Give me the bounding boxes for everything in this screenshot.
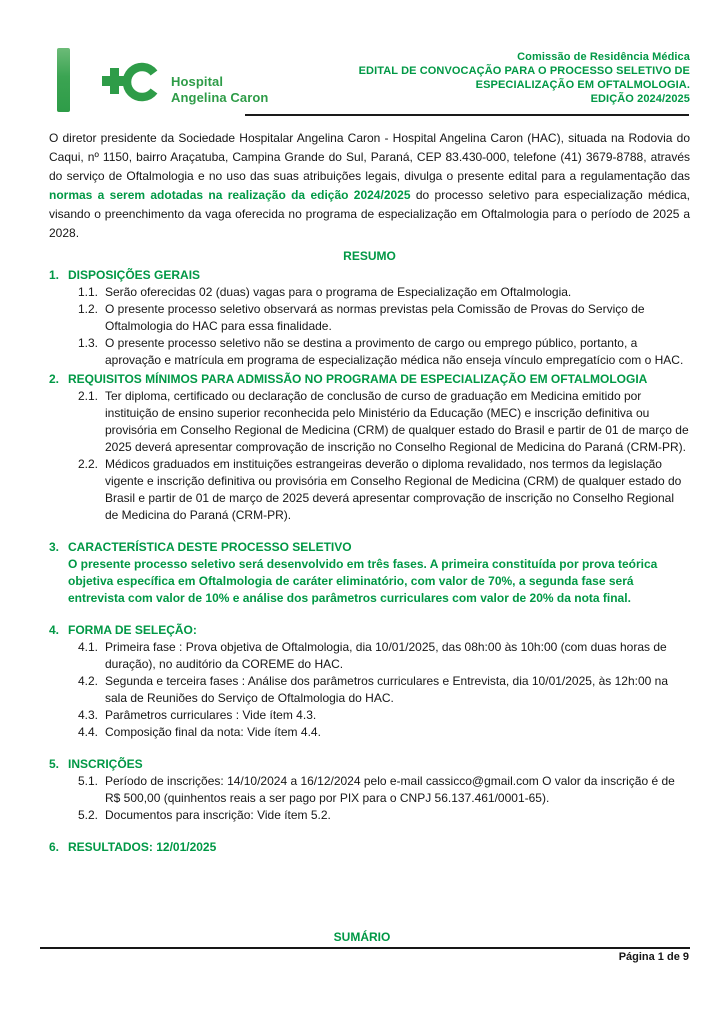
page-number: Página 1 de 9: [618, 951, 689, 963]
page-header: [57, 48, 690, 112]
item-number: 5.1.: [78, 774, 99, 788]
item-number: 5.2.: [78, 808, 99, 822]
section-items: [78, 388, 690, 524]
section-number: 4.: [49, 623, 60, 637]
item-text: Parâmetros curriculares : Vide ítem 4.3.: [105, 708, 317, 722]
item-text: Segunda e terceira fases : Análise dos parâmetros curriculares e Entrevista, dia 10/01/2025, às 12h:00 na sala de Reuniões do Serviço de Oftalmologia do HAC.: [105, 674, 669, 705]
footer-divider: [40, 947, 690, 949]
section-items: [78, 639, 690, 741]
hospital-name-line1: Hospital: [171, 74, 224, 89]
section-number: 5.: [49, 757, 60, 771]
item-number: 4.1.: [78, 640, 99, 654]
item-text: Médicos graduados em instituições estrangeiras deverão o diploma revalidado, nos termos da legislação vigente e inscrição definitiva ou provisória em Conselho Regional de Medicina (CRM) de qualquer estado do Brasil e partir de 01 de março de 2025 deverá apresentar comprovação de inscrição no Conselho Regional de Medicina do Paraná (CRM-PR).: [105, 457, 682, 522]
intro-paragraph: [49, 129, 690, 243]
intro-text-2: do processo seletivo para especialização médica, visando o preenchimento da vaga oferecida no programa de especialização em Oftalmologia para o período de 2025 a 2028.: [49, 188, 690, 240]
edital-title-line3: ESPECIALIZAÇÃO EM OFTALMOLOGIA.: [475, 79, 690, 91]
section-title: CARACTERÍSTICA DESTE PROCESSO SELETIVO: [68, 540, 352, 554]
list-item: [78, 388, 690, 456]
document-body: [49, 129, 690, 856]
item-text: Serão oferecidas 02 (duas) vagas para o programa de Especialização em Oftalmologia.: [105, 285, 572, 299]
hac-logo-icon: [98, 62, 162, 107]
section-inscricoes: [49, 756, 690, 824]
section-heading: [49, 267, 690, 284]
list-item: [78, 773, 690, 807]
item-number: 4.4.: [78, 725, 99, 739]
section-caracteristica: [49, 539, 690, 607]
section-requisitos-minimos: [49, 371, 690, 524]
logo-bar: [57, 48, 70, 112]
header-divider: [245, 114, 689, 116]
section-title: DISPOSIÇÕES GERAIS: [68, 268, 201, 282]
section-heading: [49, 756, 690, 773]
section-title: INSCRIÇÕES: [68, 757, 143, 771]
section-heading: [49, 622, 690, 639]
item-number: 4.3.: [78, 708, 99, 722]
edital-title: [359, 48, 690, 112]
edital-title-line1: Comissão de Residência Médica: [517, 51, 690, 63]
section-items: [78, 773, 690, 824]
item-number: 2.1.: [78, 389, 99, 403]
section-heading: [49, 839, 690, 856]
hospital-name: [171, 74, 268, 106]
intro-highlight: normas a serem adotadas na realização da edição 2024/2025: [49, 188, 411, 202]
item-text: Primeira fase : Prova objetiva de Oftalmologia, dia 10/01/2025, das 08h:00 às 10h:00 (com duas horas de duração), no auditório da COREME do HAC.: [105, 640, 667, 671]
item-text: O presente processo seletivo não se destina a provimento de cargo ou emprego público, portanto, a aprovação e matrícula em programa de especialização médica não enseja vínculo empregatício com o HAC.: [105, 336, 684, 367]
section-resultados: [49, 839, 690, 856]
list-item: [78, 284, 690, 301]
section-number: 1.: [49, 268, 60, 282]
item-number: 1.3.: [78, 336, 99, 350]
section-title: RESULTADOS: 12/01/2025: [68, 840, 217, 854]
section-disposicoes-gerais: [49, 267, 690, 369]
list-item: [78, 807, 690, 824]
list-item: [78, 639, 690, 673]
section-title: REQUISITOS MÍNIMOS PARA ADMISSÃO NO PROGRAMA DE ESPECIALIZAÇÃO EM OFTALMOLOGIA: [68, 372, 648, 386]
hospital-logo: [57, 48, 268, 112]
section-title: FORMA DE SELEÇÃO:: [68, 623, 197, 637]
item-number: 1.1.: [78, 285, 99, 299]
edital-title-line2: EDITAL DE CONVOCAÇÃO PARA O PROCESSO SELETIVO DE: [358, 65, 690, 77]
item-text: Período de inscrições: 14/10/2024 a 16/12/2024 pelo e-mail cassicco@gmail.com O valor da inscrição é de R$ 500,00 (quinhentos reais a ser pago por PIX para o CNPJ 56.137.461/0001-65).: [105, 774, 675, 805]
section-forma-de-selecao: [49, 622, 690, 741]
item-text: Documentos para inscrição: Vide ítem 5.2.: [105, 808, 331, 822]
section-heading: [49, 539, 690, 556]
item-text: Composição final da nota: Vide ítem 4.4.: [105, 725, 321, 739]
section-items: [78, 284, 690, 369]
section-number: 2.: [49, 372, 60, 386]
section-number: 3.: [49, 540, 60, 554]
resumo-heading: RESUMO: [343, 249, 396, 263]
item-number: 4.2.: [78, 674, 99, 688]
list-item: [78, 456, 690, 524]
list-item: [78, 707, 690, 724]
intro-text-1: O diretor presidente da Sociedade Hospitalar Angelina Caron - Hospital Angelina Caron (HAC), situada na Rodovia do Caqui, nº 1150, bairro Araçatuba, Campina Grande do Sul, Paraná, CEP 83.430-000, telefone (41) 3679-8788, através do serviço de Oftalmologia e no uso das suas atribuições legais, divulga o presente edital para a regulamentação das: [49, 131, 690, 183]
section-heading: [49, 371, 690, 388]
item-text: Ter diploma, certificado ou declaração de conclusão de curso de graduação em Medicina emitido por instituição de ensino superior reconhecida pelo Ministério da Educação (MEC) e inscrição definitiva ou provisória em Conselho Regional de Medicina (CRM) de qualquer estado do Brasil e partir de 01 de março de 2025 deverá apresentar comprovação de inscrição no Conselho Regional de Medicina do Paraná (CRM-PR).: [105, 389, 689, 454]
edital-title-line4: EDIÇÃO 2024/2025: [590, 93, 690, 105]
list-item: [78, 724, 690, 741]
sumario-heading: SUMÁRIO: [333, 930, 391, 944]
item-text: O presente processo seletivo observará as normas previstas pela Comissão de Provas do Serviço de Oftalmologia do HAC para essa finalidade.: [105, 302, 645, 333]
section-paragraph: O presente processo seletivo será desenvolvido em três fases. A primeira constituída por prova teórica objetiva específica em Oftalmologia de caráter eliminatório, com valor de 70%, a segunda fase será entrevista com valor de 10% e análise dos parâmetros curriculares com valor de 20% da nota final.: [68, 557, 658, 605]
list-item: [78, 301, 690, 335]
item-number: 2.2.: [78, 457, 99, 471]
section-number: 6.: [49, 840, 60, 854]
list-item: [78, 335, 690, 369]
list-item: [78, 673, 690, 707]
hospital-name-line2: Angelina Caron: [171, 90, 269, 105]
item-number: 1.2.: [78, 302, 99, 316]
